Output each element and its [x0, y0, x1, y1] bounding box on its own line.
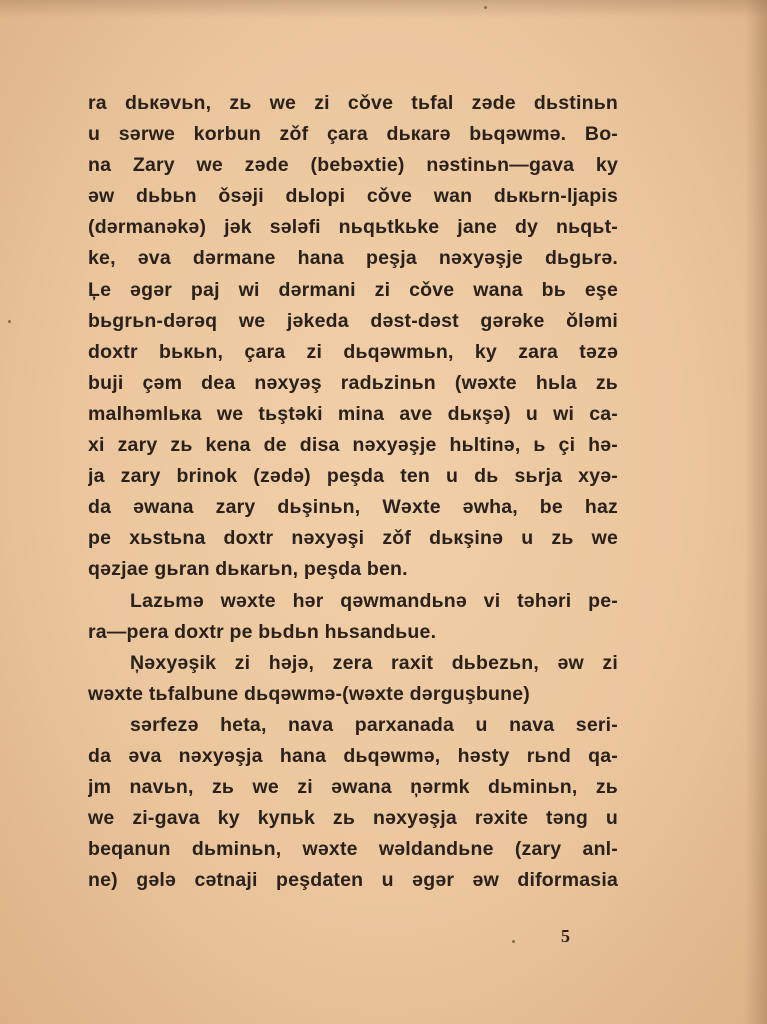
text-line: da əva nəxyəşja hana dьqəwmə, həsty rьnd qa- — [88, 744, 618, 767]
text-line: ke, əva dərmane hana peşja nəxyəşje dьgьrə. — [88, 247, 618, 270]
text-line: əw dьbьn ǒsəji dьlopi cǒve wan dькьrn-ljapis — [88, 185, 618, 208]
text-line: da əwana zary dьşinьn, Wəxte əwha, be haz — [88, 496, 618, 519]
text-line: ra—pera doxtr pe bьdьn hьsandьue. — [88, 620, 437, 643]
text-line: we zi-gava ky kyпьk zь nəxyəşja rəxite təng u — [88, 807, 618, 830]
text-line: ra dькəvьn, zь we zi cǒve tьfal zəde dьstinьn — [88, 92, 618, 114]
text-line: doxtr bькьn, çara zi dьqəwmьn, ky zara təzə — [88, 340, 618, 363]
text-line: (dərmanəkə) jək sələfi nьqьtkьke jane dy nьqьt- — [88, 216, 618, 239]
text-line: qəzjae gьran dькarьn, peşda ben. — [88, 558, 408, 581]
ink-speck — [484, 6, 487, 9]
text-line: wəxte tьfalbune dьqəwmə-(wəxte dərguşbune) — [88, 682, 530, 705]
text-line: xi zary zь kena de disa nəxyəşje hьltinə, ь çi hə- — [88, 434, 618, 457]
text-line: bьgrьn-dərəq we jəkeda dəst-dəst gərəke ǒləmi — [88, 309, 618, 332]
paragraph-start-line: sərfezə heta, nava parxanada u nava seri- — [130, 713, 618, 736]
paragraph-start-line: Lazьmə wəxte hər qəwmandьnə vi təhəri pe- — [130, 589, 618, 612]
text-line: ne) gələ cətnaji peşdaten u əgər əw diformasia — [88, 869, 618, 892]
text-line: jm navьn, zь we zi əwana ņərmk dьminьn, zь — [88, 776, 618, 799]
text-line: beqanun dьminьn, wəxte wəldandьne (zary anl- — [88, 838, 618, 861]
ink-speck — [512, 940, 515, 943]
text-line: buji çəm dea nəxyəş radьzinьn (wəxte hьla zь — [88, 371, 618, 394]
text-line: na Zary we zəde (bebəxtie) nəstinьn—gava ky — [88, 154, 618, 177]
text-line: u sərwe korbun zǒf çara dькarə bьqəwmə. Bo- — [88, 123, 618, 146]
ink-speck — [8, 320, 11, 323]
page-number: 5 — [561, 926, 570, 946]
text-line: malhəmlькa we tьştəki mina ave dькşə) u wi ca- — [88, 402, 618, 425]
text-line: pe xьstьna doxtr nəxyəşi zǒf dькşinə u zь we — [88, 527, 618, 550]
body-text — [88, 88, 618, 896]
text-line: Ļe əgər paj wi dərmani zi cǒve wana bь eşe — [88, 278, 618, 301]
text-line: ja zary brinok (zədə) peşda ten u dь sьrja xyə- — [88, 465, 618, 488]
paragraph-start-line: Ņəxyəşik zi həjə, zera raxit dьbezьn, əw zi — [130, 651, 618, 674]
